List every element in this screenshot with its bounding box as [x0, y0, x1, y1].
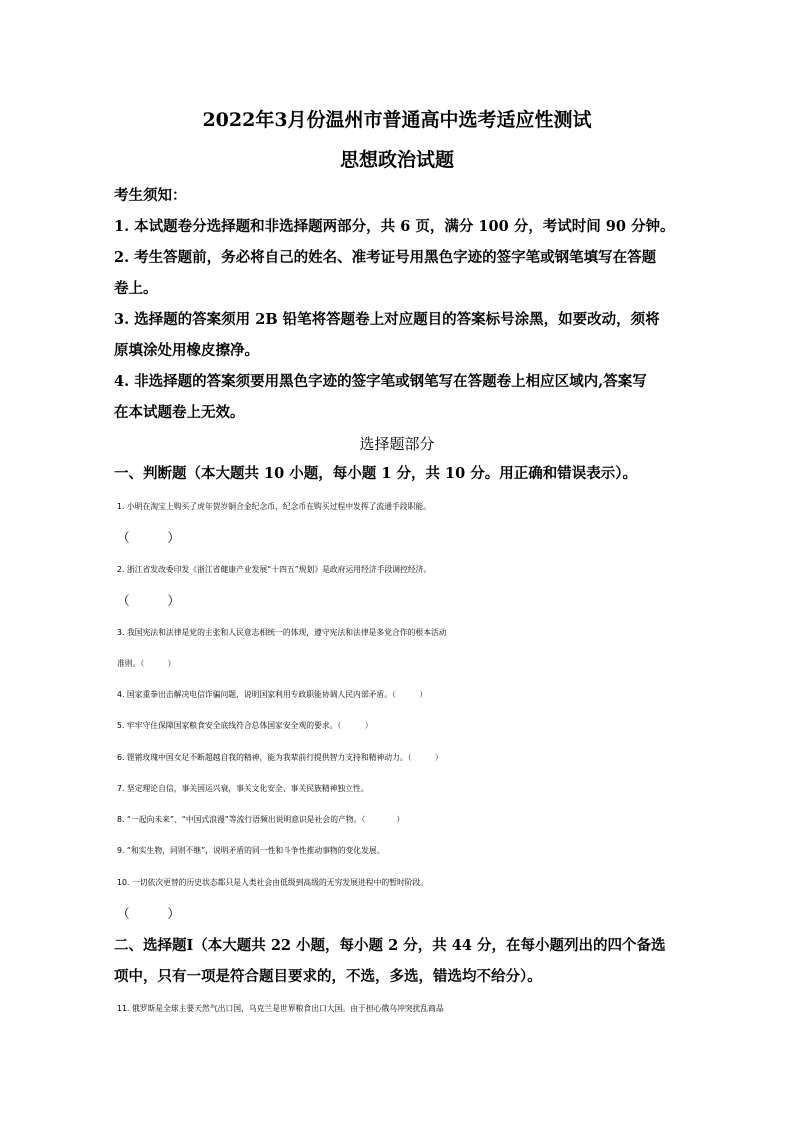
answer-blank: （ ） [117, 906, 180, 921]
question-2: 2. 浙江省发改委印发《浙江省健康产业发展“十四五”规划》是政府运用经济手段调控经济。 [117, 565, 432, 574]
notice-line: 原填涂处用橡皮擦净。 [114, 342, 259, 359]
answer-blank: （ ） [117, 530, 180, 545]
question-6: 6. 铿锵玫瑰中国女足不断超越自我的精神，能为我辈前行提供智力支持和精神动力。（ ） [117, 753, 443, 762]
notice-line: 3. 选择题的答案须用 2B 铅笔将答题卷上对应题目的答案标号涂黑，如要改动，须将 [114, 311, 660, 328]
question-1: 1. 小明在淘宝上购买了虎年贺岁铜合金纪念币，纪念币在购买过程中发挥了流通手段职能。 [117, 502, 431, 511]
question-7: 7. 坚定理论自信，事关国运兴衰，事关文化安全、事关民族精神独立性。 [117, 784, 369, 793]
question-3-continued: 准则。（ ） [117, 659, 176, 668]
exam-title: 2022年3月份温州市普通高中选考适应性测试 [202, 109, 592, 131]
part2-heading: 二、选择题Ⅰ（本大题共 22 小题，每小题 2 分，共 44 分，在每小题列出的四个备选 [114, 937, 666, 954]
question-10: 10. 一切依次更替的历史状态都只是人类社会由低级到高级的无穷发展进程中的暂时阶段。 [117, 878, 429, 887]
question-3: 3. 我国宪法和法律是党的主张和人民意志相统一的体现，遵守宪法和法律是多党合作的根本活动 [117, 628, 447, 637]
question-11: 11. 俄罗斯是全球主要天然气出口国，乌克兰是世界粮食出口大国。由于担心俄乌冲突扰乱商品 [117, 1004, 444, 1013]
exam-subtitle: 思想政治试题 [339, 149, 454, 171]
section-title: 选择题部分 [359, 435, 435, 453]
question-4: 4. 国家重拳出击解决电信诈骗问题，说明国家利用专政职能协调人民内部矛盾。（ ） [117, 690, 428, 699]
question-9: 9. “和实生物，同则不继”，说明矛盾的同一性和斗争性推动事物的变化发展。 [117, 846, 385, 855]
question-8: 8. “一起向未来”、“中国式浪漫”等流行语频出说明意识是社会的产物。（ ） [117, 815, 405, 824]
notice-line: 在本试题卷上无效。 [114, 404, 245, 421]
notice-heading: 考生须知： [114, 187, 187, 204]
notice-line: 卷上。 [114, 280, 158, 297]
notice-line: 1. 本试题卷分选择题和非选择题两部分，共 6 页，满分 100 分，考试时间 90 分钟。 [114, 218, 675, 235]
question-5: 5. 牢牢守住保障国家粮食安全底线符合总体国家安全观的要求。（ ） [117, 721, 373, 730]
part1-heading: 一、判断题（本大题共 10 小题，每小题 1 分，共 10 分。用正确和错误表示）。 [114, 465, 637, 482]
notice-line: 4. 非选择题的答案须要用黑色字迹的签字笔或钢笔写在答题卷上相应区域内,答案写 [114, 373, 647, 390]
part2-heading-continued: 项中，只有一项是符合题目要求的，不选，多选，错选均不给分）。 [114, 968, 542, 985]
notice-line: 2. 考生答题前，务必将自己的姓名、准考证号用黑色字迹的签字笔或钢笔填写在答题 [114, 249, 657, 266]
answer-blank: （ ） [117, 593, 180, 608]
